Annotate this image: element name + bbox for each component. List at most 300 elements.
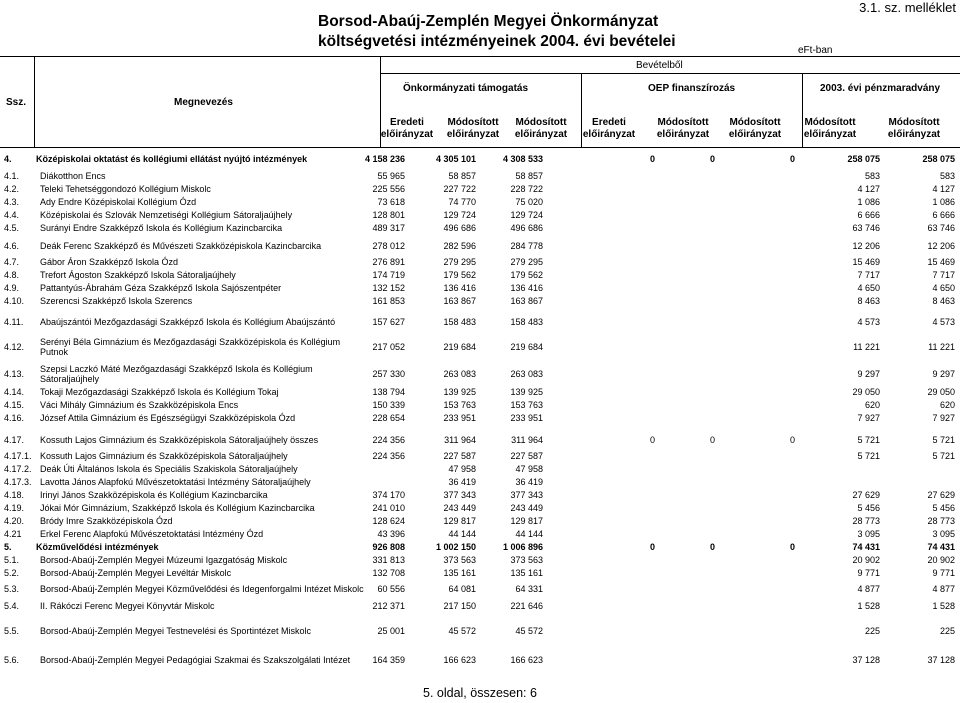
row-value-6 xyxy=(725,313,795,331)
row-value-2: 47 958 xyxy=(448,464,476,474)
table-row xyxy=(0,170,960,182)
row-name: Serényi Béla Gimnázium és Mezőgazdasági Szakközépiskola és Kollégium Putnok xyxy=(40,337,341,357)
row-name: Erkel Ferenc Alapfokú Művészetoktatási Intézmény Ózd xyxy=(40,529,264,539)
row-value-6 xyxy=(725,209,795,221)
row-number: 4.5. xyxy=(4,223,20,233)
row-value-7: 6 666 xyxy=(857,210,880,220)
subheader-word-2: előirányzat xyxy=(514,129,568,140)
subheader-word-2: előirányzat xyxy=(728,129,782,140)
subheader-word: Módosított xyxy=(657,117,709,128)
row-value-2: 4 305 101 xyxy=(435,154,476,164)
row-value-5 xyxy=(645,515,715,527)
table-row xyxy=(0,209,960,221)
row-value-3: 166 623 xyxy=(510,655,543,665)
row-name: Bródy Imre Szakközépiskola Ózd xyxy=(40,516,173,526)
row-value-5 xyxy=(645,502,715,514)
row-name: Jókai Mór Gimnázium, Szakképző Iskola és Kollégium Kazincbarcika xyxy=(40,503,315,513)
row-name: Diákotthon Encs xyxy=(40,171,106,181)
row-value-8: 4 877 xyxy=(932,584,955,594)
row-value-5 xyxy=(645,463,715,475)
row-value-7: 4 650 xyxy=(857,283,880,293)
row-value-6 xyxy=(725,567,795,579)
row-value-3: 221 646 xyxy=(510,601,543,611)
row-value-3: 58 857 xyxy=(515,171,543,181)
row-value-1: 276 891 xyxy=(372,257,405,267)
row-value-5 xyxy=(645,295,715,307)
row-value-2: 158 483 xyxy=(443,317,476,327)
row-value-7 xyxy=(810,463,880,475)
row-name: Borsod-Abaúj-Zemplén Megyei Közművelődési és Idegenforgalmi Intézet Miskolc xyxy=(40,584,364,594)
row-value-1: 174 719 xyxy=(372,270,405,280)
row-value-2: 1 002 150 xyxy=(435,542,476,552)
subheader-word-2: előirányzat xyxy=(446,129,500,140)
row-value-6 xyxy=(725,502,795,514)
row-value-7: 9 771 xyxy=(857,568,880,578)
row-value-3: 44 144 xyxy=(515,529,543,539)
row-name: Trefort Ágoston Szakképző Iskola Sátoraljaújhely xyxy=(40,270,236,280)
row-value-2: 496 686 xyxy=(443,223,476,233)
subheader-word-2: előirányzat xyxy=(656,129,710,140)
row-number: 4.12. xyxy=(4,342,25,352)
row-value-3: 279 295 xyxy=(510,257,543,267)
row-value-1: 60 556 xyxy=(377,584,405,594)
row-value-6 xyxy=(725,515,795,527)
row-value-1: 25 001 xyxy=(377,626,405,636)
row-value-7: 7 717 xyxy=(857,270,880,280)
table-row xyxy=(0,476,960,488)
row-value-4: 0 xyxy=(649,542,655,552)
row-name: Középiskolai és Szlovák Nemzetiségi Kollégium Sátoraljaújhely xyxy=(40,210,293,220)
table-row xyxy=(0,183,960,195)
row-value-8: 8 463 xyxy=(932,296,955,306)
row-value-5 xyxy=(645,209,715,221)
table-row xyxy=(0,502,960,514)
subheader-word: Módosított xyxy=(888,117,940,128)
row-value-6 xyxy=(725,170,795,182)
row-value-3: 75 020 xyxy=(515,197,543,207)
row-value-8: 620 xyxy=(939,400,955,410)
table-row xyxy=(0,412,960,424)
row-value-8: 29 050 xyxy=(927,387,955,397)
annex-label: 3.1. sz. melléklet xyxy=(859,0,956,15)
row-value-6 xyxy=(725,643,795,677)
row-name: Irinyi János Szakközépiskola és Kollégium Kazincbarcika xyxy=(40,490,268,500)
row-number: 4.20. xyxy=(4,516,25,526)
row-value-3: 36 419 xyxy=(515,477,543,487)
row-number: 4.8. xyxy=(4,270,20,280)
row-value-6 xyxy=(725,489,795,501)
row-number: 4.11. xyxy=(4,317,24,327)
row-value-3: 153 763 xyxy=(510,400,543,410)
page-footer: 5. oldal, összesen: 6 xyxy=(423,686,537,700)
row-value-5: 0 xyxy=(709,435,715,445)
row-value-7: 1 086 xyxy=(857,197,880,207)
row-number: 4.7. xyxy=(4,257,20,267)
row-name: Gábor Áron Szakképző Iskola Ózd xyxy=(40,257,179,267)
table-row xyxy=(0,600,960,612)
subheader-word-2: előirányzat xyxy=(803,129,857,140)
row-value-5 xyxy=(645,256,715,268)
table-row xyxy=(0,580,960,598)
row-value-3: 4 308 533 xyxy=(502,154,543,164)
row-name: Surányi Endre Szakképző Iskola és Kollégium Kazincbarcika xyxy=(40,223,283,233)
row-value-1: 55 965 xyxy=(377,171,405,181)
row-value-6: 0 xyxy=(789,542,795,552)
row-value-8: 9 297 xyxy=(932,369,955,379)
row-value-8: 20 902 xyxy=(927,555,955,565)
row-value-2: 45 572 xyxy=(448,626,476,636)
row-value-6 xyxy=(725,269,795,281)
header-top-rule xyxy=(0,56,960,57)
row-value-7 xyxy=(810,476,880,488)
row-value-5 xyxy=(645,386,715,398)
row-value-2: 377 343 xyxy=(443,490,476,500)
row-value-3: 135 161 xyxy=(510,568,543,578)
row-name: Tokaji Mezőgazdasági Szakképző Iskola és Kollégium Tokaj xyxy=(40,387,279,397)
row-name: Deák Ferenc Szakképző és Művészeti Szakközépiskola Kazincbarcika xyxy=(40,241,322,251)
row-value-6 xyxy=(725,386,795,398)
row-value-6 xyxy=(725,256,795,268)
table-row xyxy=(0,643,960,677)
row-number: 4.19. xyxy=(4,503,25,513)
subheader-word: Módosított xyxy=(447,117,499,128)
row-value-1: 150 339 xyxy=(372,400,405,410)
table-row xyxy=(0,386,960,398)
table-row xyxy=(0,256,960,268)
row-value-8: 6 666 xyxy=(932,210,955,220)
row-value-5: 0 xyxy=(709,542,715,552)
row-value-3: 496 686 xyxy=(510,223,543,233)
row-number: 4.3. xyxy=(4,197,20,207)
row-value-1: 164 359 xyxy=(372,655,405,665)
subheader-word-2: előirányzat xyxy=(582,129,636,140)
row-value-7: 258 075 xyxy=(847,154,880,164)
row-name: Pattantyús-Ábrahám Géza Szakképző Iskola Sajószentpéter xyxy=(40,283,282,293)
row-value-2: 311 964 xyxy=(444,435,476,445)
row-number: 4.18. xyxy=(4,490,25,500)
row-value-6 xyxy=(725,463,795,475)
row-number: 4.6. xyxy=(4,241,20,251)
table-row xyxy=(0,196,960,208)
page-title-line-1: Borsod-Abaúj-Zemplén Megyei Önkormányzat xyxy=(318,13,659,30)
row-number: 4.10. xyxy=(4,296,25,306)
subheader-word: Eredeti xyxy=(390,117,424,128)
row-value-7: 5 721 xyxy=(857,435,880,445)
row-value-6: 0 xyxy=(789,154,795,164)
row-value-3: 139 925 xyxy=(510,387,543,397)
row-value-7: 28 773 xyxy=(852,516,880,526)
revenue-group-label: Bevételből xyxy=(636,60,683,71)
row-value-8: 225 xyxy=(939,626,955,636)
row-value-5 xyxy=(645,580,715,598)
row-value-7: 74 431 xyxy=(852,542,880,552)
row-value-3: 263 083 xyxy=(510,369,543,379)
row-number: 4.16. xyxy=(4,413,25,423)
row-value-1: 926 808 xyxy=(372,542,405,552)
row-value-5 xyxy=(645,237,715,255)
table-row xyxy=(0,399,960,411)
row-value-8: 11 221 xyxy=(928,342,955,352)
row-value-8: 4 573 xyxy=(932,317,955,327)
row-value-7: 12 206 xyxy=(852,241,880,251)
row-value-7: 4 127 xyxy=(857,184,880,194)
row-name: Abaújszántói Mezőgazdasági Szakképző Iskola és Kollégium Abaújszántó xyxy=(40,317,336,327)
table-row xyxy=(0,528,960,540)
row-value-6 xyxy=(725,412,795,424)
row-name: II. Rákóczi Ferenc Megyei Könyvtár Miskolc xyxy=(40,601,215,611)
row-number: 4.21 xyxy=(4,529,22,539)
row-value-6 xyxy=(725,580,795,598)
table-row xyxy=(0,554,960,566)
row-value-6 xyxy=(725,362,795,386)
row-value-1: 128 624 xyxy=(372,516,405,526)
row-value-1 xyxy=(335,463,405,475)
row-value-4: 0 xyxy=(649,435,655,445)
row-value-3: 233 951 xyxy=(510,413,543,423)
row-number: 4.1. xyxy=(4,171,20,181)
table-row xyxy=(0,431,960,449)
row-value-6 xyxy=(725,222,795,234)
row-value-3: 129 817 xyxy=(510,516,543,526)
row-number: 5.1. xyxy=(4,555,20,565)
row-value-1: 43 396 xyxy=(377,529,405,539)
row-value-8: 15 469 xyxy=(927,257,955,267)
row-value-1: 224 356 xyxy=(372,451,405,461)
row-value-1: 224 356 xyxy=(372,435,405,445)
row-value-1: 138 794 xyxy=(372,387,405,397)
row-value-2: 139 925 xyxy=(443,387,476,397)
column-subheader-8 xyxy=(874,117,954,141)
row-value-1: 225 556 xyxy=(372,184,405,194)
column-group-oep: OEP finanszírozás xyxy=(648,83,736,94)
table-row xyxy=(0,620,960,642)
row-value-2: 166 623 xyxy=(443,655,476,665)
row-value-3: 243 449 xyxy=(510,503,543,513)
row-name: Ady Endre Középiskolai Kollégium Ózd xyxy=(40,197,197,207)
column-group-onk: Önkormányzati támogatás xyxy=(403,83,529,94)
row-value-5 xyxy=(645,450,715,462)
row-name: Középiskolai oktatást és kollégiumi ellátást nyújtó intézmények xyxy=(36,154,308,164)
header-bottom-rule xyxy=(0,147,960,148)
row-value-8 xyxy=(885,463,955,475)
row-value-7: 7 927 xyxy=(857,413,880,423)
row-value-3: 47 958 xyxy=(515,464,543,474)
column-subheader-5 xyxy=(643,117,723,141)
row-name: Szerencsi Szakképző Iskola Szerencs xyxy=(40,296,193,306)
row-value-5 xyxy=(645,170,715,182)
row-value-2: 243 449 xyxy=(443,503,476,513)
table-row xyxy=(0,567,960,579)
row-value-8: 4 650 xyxy=(932,283,955,293)
row-value-5 xyxy=(645,399,715,411)
row-number: 4.17. xyxy=(4,435,25,445)
row-value-7: 27 629 xyxy=(852,490,880,500)
row-value-6 xyxy=(725,600,795,612)
row-value-7: 225 xyxy=(864,626,880,636)
row-value-3: 1 006 896 xyxy=(502,542,543,552)
row-value-7: 20 902 xyxy=(852,555,880,565)
row-value-6 xyxy=(725,399,795,411)
row-name: Lavotta János Alapfokú Művészetoktatási Intézmény Sátoraljaújhely xyxy=(40,477,311,487)
row-value-3: 179 562 xyxy=(510,270,543,280)
row-value-6 xyxy=(725,620,795,642)
row-number: 4.4. xyxy=(4,210,20,220)
row-name: Közművelődési intézmények xyxy=(36,542,159,552)
row-value-7: 4 573 xyxy=(857,317,880,327)
row-value-2: 129 724 xyxy=(443,210,476,220)
row-name: Borsod-Abaúj-Zemplén Megyei Pedagógiai Szakmai és Szakszolgálati Intézet xyxy=(40,655,351,665)
row-value-6 xyxy=(725,196,795,208)
row-number: 5.4. xyxy=(4,601,20,611)
row-value-1: 374 170 xyxy=(372,490,405,500)
row-value-7: 11 221 xyxy=(853,342,880,352)
row-value-7: 63 746 xyxy=(852,223,880,233)
row-value-8: 74 431 xyxy=(927,542,955,552)
row-value-1: 241 010 xyxy=(372,503,405,513)
subheader-word: Módosított xyxy=(729,117,781,128)
row-value-2: 263 083 xyxy=(443,369,476,379)
row-value-7: 1 528 xyxy=(857,601,880,611)
row-value-6 xyxy=(725,183,795,195)
row-value-3: 377 343 xyxy=(510,490,543,500)
table-row xyxy=(0,541,960,553)
row-value-7: 583 xyxy=(864,171,880,181)
column-header-name: Megnevezés xyxy=(174,97,233,108)
row-value-5 xyxy=(645,567,715,579)
row-value-2: 153 763 xyxy=(443,400,476,410)
subheader-word-2: előirányzat xyxy=(380,129,434,140)
column-subheader-7 xyxy=(790,117,870,141)
table-row xyxy=(0,336,960,358)
row-value-2: 44 144 xyxy=(448,529,476,539)
row-value-2: 163 867 xyxy=(443,296,476,306)
row-value-5 xyxy=(645,600,715,612)
row-value-2: 233 951 xyxy=(443,413,476,423)
row-value-2: 227 587 xyxy=(443,451,476,461)
row-value-2: 136 416 xyxy=(443,283,476,293)
table-row xyxy=(0,463,960,475)
column-group-2003: 2003. évi pénzmaradvány xyxy=(820,83,941,94)
page-title-line-2: költségvetési intézményeinek 2004. évi bevételei xyxy=(318,33,676,50)
row-value-5 xyxy=(645,554,715,566)
row-value-3: 136 416 xyxy=(510,283,543,293)
row-value-8: 28 773 xyxy=(927,516,955,526)
row-value-8: 7 717 xyxy=(932,270,955,280)
row-value-5 xyxy=(645,282,715,294)
row-name: Borsod-Abaúj-Zemplén Megyei Testnevelési és Sportintézet Miskolc xyxy=(40,626,311,636)
table-row xyxy=(0,515,960,527)
row-value-5: 0 xyxy=(709,154,715,164)
row-name: Szepsi Laczkó Máté Mezőgazdasági Szakképző Iskola és Kollégium Sátoraljaújhely xyxy=(40,364,313,384)
row-value-1: 132 152 xyxy=(372,283,405,293)
row-value-5 xyxy=(645,476,715,488)
table-row xyxy=(0,222,960,234)
table-row xyxy=(0,282,960,294)
row-value-5 xyxy=(645,412,715,424)
row-value-2: 217 150 xyxy=(443,601,476,611)
row-name: Borsod-Abaúj-Zemplén Megyei Múzeumi Igazgatóság Miskolc xyxy=(40,555,288,565)
row-value-1: 4 158 236 xyxy=(364,154,405,164)
row-number: 4.14. xyxy=(4,387,25,397)
row-value-2: 219 684 xyxy=(443,342,476,352)
row-number: 4. xyxy=(4,154,12,164)
row-value-8: 5 721 xyxy=(932,435,955,445)
row-value-3: 228 722 xyxy=(510,184,543,194)
row-value-8: 7 927 xyxy=(932,413,955,423)
table-row xyxy=(0,362,960,386)
row-value-1: 489 317 xyxy=(372,223,405,233)
row-value-1: 157 627 xyxy=(372,317,405,327)
row-value-8: 1 086 xyxy=(932,197,955,207)
row-value-8: 37 128 xyxy=(927,655,955,665)
row-name: Kossuth Lajos Gimnázium és Szakközépiskola Sátoraljaújhely xyxy=(40,451,288,461)
row-value-5 xyxy=(645,620,715,642)
table-row xyxy=(0,295,960,307)
row-name: József Attila Gimnázium és Egészségügyi Szakközépiskola Ózd xyxy=(40,413,296,423)
row-value-2: 58 857 xyxy=(448,171,476,181)
row-number: 4.13. xyxy=(4,369,25,379)
row-value-8: 258 075 xyxy=(922,154,955,164)
row-name: Váci Mihály Gimnázium és Szakközépiskola Encs xyxy=(40,400,239,410)
row-value-8: 5 721 xyxy=(932,451,955,461)
row-number: 5.3. xyxy=(4,584,20,594)
row-value-8: 3 095 xyxy=(932,529,955,539)
header-divider-ssz xyxy=(34,56,35,147)
row-value-1: 228 654 xyxy=(372,413,405,423)
row-value-2: 135 161 xyxy=(443,568,476,578)
row-value-6 xyxy=(725,336,795,358)
row-value-8: 583 xyxy=(939,171,955,181)
row-value-3: 45 572 xyxy=(515,626,543,636)
table-row xyxy=(0,450,960,462)
row-value-8: 5 456 xyxy=(932,503,955,513)
row-name: Borsod-Abaúj-Zemplén Megyei Levéltár Miskolc xyxy=(40,568,232,578)
column-subheader-6 xyxy=(715,117,795,141)
subheader-word-2: előirányzat xyxy=(887,129,941,140)
unit-label: eFt-ban xyxy=(798,45,833,56)
row-value-8: 63 746 xyxy=(927,223,955,233)
row-value-5 xyxy=(645,643,715,677)
row-value-3: 158 483 xyxy=(510,317,543,327)
row-value-3: 227 587 xyxy=(510,451,543,461)
subheader-word: Eredeti xyxy=(592,117,626,128)
row-value-4: 0 xyxy=(649,154,655,164)
row-value-2: 227 722 xyxy=(443,184,476,194)
table-row xyxy=(0,237,960,255)
row-value-7: 37 128 xyxy=(852,655,880,665)
row-number: 5.6. xyxy=(4,655,20,665)
row-value-2: 373 563 xyxy=(443,555,476,565)
row-value-7: 15 469 xyxy=(852,257,880,267)
row-value-6: 0 xyxy=(789,435,795,445)
subheader-word: Módosított xyxy=(515,117,567,128)
row-name: Deák Úti Általános Iskola és Speciális Szakiskola Sátoraljaújhely xyxy=(40,464,298,474)
row-value-3: 163 867 xyxy=(510,296,543,306)
row-value-1: 132 708 xyxy=(372,568,405,578)
row-value-3: 373 563 xyxy=(510,555,543,565)
row-number: 5.5. xyxy=(4,626,20,636)
row-number: 4.17.2. xyxy=(4,464,32,474)
row-value-7: 5 721 xyxy=(857,451,880,461)
row-number: 5. xyxy=(4,542,12,552)
row-value-5 xyxy=(645,222,715,234)
table-row xyxy=(0,489,960,501)
row-value-2: 64 081 xyxy=(448,584,476,594)
row-value-5 xyxy=(645,196,715,208)
row-value-7: 4 877 xyxy=(857,584,880,594)
row-value-5 xyxy=(645,183,715,195)
row-number: 4.9. xyxy=(4,283,20,293)
